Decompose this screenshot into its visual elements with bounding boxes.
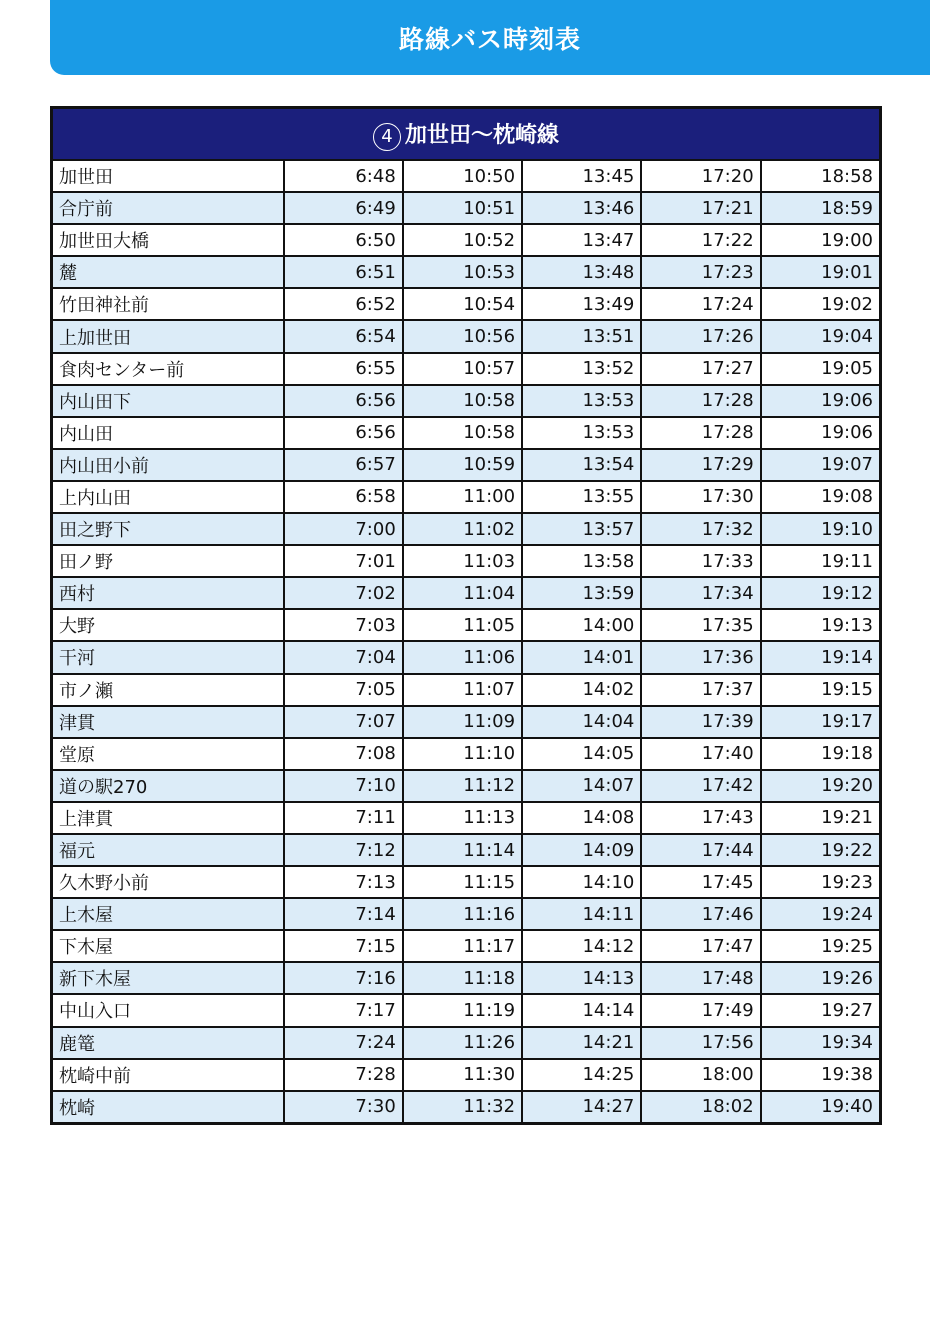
departure-time: 13:55	[522, 481, 641, 513]
departure-time: 7:30	[284, 1091, 403, 1124]
departure-time: 7:11	[284, 802, 403, 834]
departure-time: 10:59	[403, 449, 522, 481]
table-row	[52, 609, 881, 641]
departure-time: 19:24	[761, 898, 881, 930]
table-row	[52, 192, 881, 224]
departure-time: 19:15	[761, 674, 881, 706]
table-row	[52, 898, 881, 930]
departure-time: 17:56	[641, 1027, 760, 1059]
page-header-bar	[50, 0, 930, 75]
departure-time: 10:52	[403, 224, 522, 256]
departure-time: 14:27	[522, 1091, 641, 1124]
departure-time: 14:11	[522, 898, 641, 930]
stop-name: 上木屋	[52, 898, 284, 930]
timetable	[50, 106, 882, 1125]
departure-time: 17:36	[641, 641, 760, 673]
departure-time: 10:58	[403, 417, 522, 449]
departure-time: 14:21	[522, 1027, 641, 1059]
departure-time: 14:25	[522, 1059, 641, 1091]
stop-name: 鹿篭	[52, 1027, 284, 1059]
departure-time: 19:25	[761, 930, 881, 962]
departure-time: 19:38	[761, 1059, 881, 1091]
departure-time: 11:14	[403, 834, 522, 866]
departure-time: 11:00	[403, 481, 522, 513]
page-title: 路線バス時刻表	[398, 24, 581, 54]
departure-time: 19:20	[761, 770, 881, 802]
departure-time: 11:02	[403, 513, 522, 545]
stop-name: 福元	[52, 834, 284, 866]
stop-name: 市ノ瀬	[52, 674, 284, 706]
departure-time: 7:14	[284, 898, 403, 930]
departure-time: 14:09	[522, 834, 641, 866]
departure-time: 6:51	[284, 256, 403, 288]
table-row	[52, 1059, 881, 1091]
departure-time: 14:00	[522, 609, 641, 641]
departure-time: 14:07	[522, 770, 641, 802]
stop-name: 上津貫	[52, 802, 284, 834]
departure-time: 13:53	[522, 417, 641, 449]
departure-time: 11:09	[403, 706, 522, 738]
stop-name: 枕崎中前	[52, 1059, 284, 1091]
table-row	[52, 641, 881, 673]
departure-time: 19:18	[761, 738, 881, 770]
table-row	[52, 417, 881, 449]
table-row	[52, 481, 881, 513]
table-row	[52, 994, 881, 1026]
departure-time: 19:22	[761, 834, 881, 866]
departure-time: 17:33	[641, 545, 760, 577]
departure-time: 17:29	[641, 449, 760, 481]
stop-name: 枕崎	[52, 1091, 284, 1124]
stop-name: 田之野下	[52, 513, 284, 545]
departure-time: 19:21	[761, 802, 881, 834]
departure-time: 7:24	[284, 1027, 403, 1059]
departure-time: 13:49	[522, 288, 641, 320]
departure-time: 14:05	[522, 738, 641, 770]
departure-time: 7:01	[284, 545, 403, 577]
departure-time: 19:13	[761, 609, 881, 641]
table-row	[52, 385, 881, 417]
departure-time: 10:58	[403, 385, 522, 417]
departure-time: 6:56	[284, 385, 403, 417]
departure-time: 13:48	[522, 256, 641, 288]
departure-time: 17:43	[641, 802, 760, 834]
departure-time: 11:10	[403, 738, 522, 770]
departure-time: 13:46	[522, 192, 641, 224]
departure-time: 17:40	[641, 738, 760, 770]
departure-time: 17:27	[641, 353, 760, 385]
departure-time: 17:37	[641, 674, 760, 706]
departure-time: 13:58	[522, 545, 641, 577]
departure-time: 19:26	[761, 962, 881, 994]
table-row	[52, 1027, 881, 1059]
table-row	[52, 449, 881, 481]
table-row	[52, 674, 881, 706]
departure-time: 11:17	[403, 930, 522, 962]
stop-name: 上内山田	[52, 481, 284, 513]
table-row	[52, 256, 881, 288]
departure-time: 7:03	[284, 609, 403, 641]
route-name: 加世田〜枕崎線	[404, 122, 559, 148]
departure-time: 17:22	[641, 224, 760, 256]
departure-time: 13:57	[522, 513, 641, 545]
departure-time: 17:44	[641, 834, 760, 866]
departure-time: 11:30	[403, 1059, 522, 1091]
table-row	[52, 577, 881, 609]
departure-time: 14:08	[522, 802, 641, 834]
table-row	[52, 224, 881, 256]
departure-time: 17:34	[641, 577, 760, 609]
departure-time: 11:07	[403, 674, 522, 706]
table-row	[52, 834, 881, 866]
table-row	[52, 706, 881, 738]
stop-name: 食肉センター前	[52, 353, 284, 385]
departure-time: 19:23	[761, 866, 881, 898]
departure-time: 17:23	[641, 256, 760, 288]
stop-name: 中山入口	[52, 994, 284, 1026]
table-row	[52, 1091, 881, 1124]
table-row	[52, 545, 881, 577]
route-header-row	[52, 108, 881, 161]
departure-time: 14:13	[522, 962, 641, 994]
departure-time: 19:14	[761, 641, 881, 673]
stop-name: 西村	[52, 577, 284, 609]
departure-time: 11:05	[403, 609, 522, 641]
departure-time: 6:56	[284, 417, 403, 449]
departure-time: 6:49	[284, 192, 403, 224]
table-row	[52, 320, 881, 352]
timetable-body	[52, 160, 881, 1123]
departure-time: 13:52	[522, 353, 641, 385]
departure-time: 11:12	[403, 770, 522, 802]
departure-time: 13:47	[522, 224, 641, 256]
departure-time: 19:27	[761, 994, 881, 1026]
stop-name: 加世田大橋	[52, 224, 284, 256]
stop-name: 合庁前	[52, 192, 284, 224]
departure-time: 17:35	[641, 609, 760, 641]
departure-time: 7:16	[284, 962, 403, 994]
departure-time: 19:08	[761, 481, 881, 513]
departure-time: 7:05	[284, 674, 403, 706]
departure-time: 17:49	[641, 994, 760, 1026]
departure-time: 6:50	[284, 224, 403, 256]
departure-time: 19:10	[761, 513, 881, 545]
stop-name: 田ノ野	[52, 545, 284, 577]
departure-time: 11:04	[403, 577, 522, 609]
table-row	[52, 802, 881, 834]
departure-time: 19:06	[761, 417, 881, 449]
table-row	[52, 930, 881, 962]
departure-time: 18:58	[761, 160, 881, 192]
departure-time: 10:54	[403, 288, 522, 320]
departure-time: 10:51	[403, 192, 522, 224]
stop-name: 加世田	[52, 160, 284, 192]
departure-time: 7:12	[284, 834, 403, 866]
departure-time: 11:03	[403, 545, 522, 577]
departure-time: 7:02	[284, 577, 403, 609]
table-row	[52, 160, 881, 192]
departure-time: 19:17	[761, 706, 881, 738]
departure-time: 11:16	[403, 898, 522, 930]
departure-time: 17:46	[641, 898, 760, 930]
route-header	[52, 108, 881, 161]
departure-time: 6:55	[284, 353, 403, 385]
departure-time: 6:48	[284, 160, 403, 192]
departure-time: 17:32	[641, 513, 760, 545]
stop-name: 大野	[52, 609, 284, 641]
departure-time: 17:47	[641, 930, 760, 962]
departure-time: 13:54	[522, 449, 641, 481]
departure-time: 14:12	[522, 930, 641, 962]
stop-name: 内山田小前	[52, 449, 284, 481]
departure-time: 7:04	[284, 641, 403, 673]
departure-time: 11:32	[403, 1091, 522, 1124]
departure-time: 17:20	[641, 160, 760, 192]
stop-name: 道の駅270	[52, 770, 284, 802]
table-row	[52, 513, 881, 545]
departure-time: 19:00	[761, 224, 881, 256]
stop-name: 堂原	[52, 738, 284, 770]
table-row	[52, 866, 881, 898]
departure-time: 6:57	[284, 449, 403, 481]
departure-time: 7:00	[284, 513, 403, 545]
departure-time: 19:02	[761, 288, 881, 320]
table-row	[52, 353, 881, 385]
departure-time: 19:11	[761, 545, 881, 577]
departure-time: 18:00	[641, 1059, 760, 1091]
departure-time: 7:07	[284, 706, 403, 738]
departure-time: 14:14	[522, 994, 641, 1026]
departure-time: 17:48	[641, 962, 760, 994]
departure-time: 17:21	[641, 192, 760, 224]
departure-time: 19:04	[761, 320, 881, 352]
departure-time: 17:45	[641, 866, 760, 898]
departure-time: 10:50	[403, 160, 522, 192]
stop-name: 久木野小前	[52, 866, 284, 898]
departure-time: 11:06	[403, 641, 522, 673]
departure-time: 17:24	[641, 288, 760, 320]
stop-name: 新下木屋	[52, 962, 284, 994]
departure-time: 17:26	[641, 320, 760, 352]
departure-time: 11:26	[403, 1027, 522, 1059]
stop-name: 内山田	[52, 417, 284, 449]
departure-time: 7:08	[284, 738, 403, 770]
departure-time: 14:04	[522, 706, 641, 738]
departure-time: 13:45	[522, 160, 641, 192]
departure-time: 18:59	[761, 192, 881, 224]
departure-time: 7:15	[284, 930, 403, 962]
departure-time: 6:54	[284, 320, 403, 352]
stop-name: 内山田下	[52, 385, 284, 417]
departure-time: 11:18	[403, 962, 522, 994]
departure-time: 19:40	[761, 1091, 881, 1124]
departure-time: 7:10	[284, 770, 403, 802]
departure-time: 13:59	[522, 577, 641, 609]
departure-time: 13:53	[522, 385, 641, 417]
departure-time: 19:06	[761, 385, 881, 417]
departure-time: 14:01	[522, 641, 641, 673]
departure-time: 7:13	[284, 866, 403, 898]
departure-time: 14:02	[522, 674, 641, 706]
route-number-badge: 4	[373, 123, 401, 151]
departure-time: 11:19	[403, 994, 522, 1026]
departure-time: 7:17	[284, 994, 403, 1026]
departure-time: 13:51	[522, 320, 641, 352]
departure-time: 10:57	[403, 353, 522, 385]
departure-time: 19:12	[761, 577, 881, 609]
stop-name: 麓	[52, 256, 284, 288]
departure-time: 19:01	[761, 256, 881, 288]
departure-time: 18:02	[641, 1091, 760, 1124]
stop-name: 干河	[52, 641, 284, 673]
table-row	[52, 288, 881, 320]
departure-time: 10:53	[403, 256, 522, 288]
departure-time: 6:52	[284, 288, 403, 320]
departure-time: 6:58	[284, 481, 403, 513]
departure-time: 17:42	[641, 770, 760, 802]
departure-time: 17:28	[641, 385, 760, 417]
departure-time: 7:28	[284, 1059, 403, 1091]
departure-time: 11:15	[403, 866, 522, 898]
table-row	[52, 962, 881, 994]
departure-time: 11:13	[403, 802, 522, 834]
departure-time: 17:30	[641, 481, 760, 513]
departure-time: 10:56	[403, 320, 522, 352]
departure-time: 19:07	[761, 449, 881, 481]
stop-name: 津貫	[52, 706, 284, 738]
departure-time: 17:28	[641, 417, 760, 449]
stop-name: 上加世田	[52, 320, 284, 352]
table-row	[52, 738, 881, 770]
departure-time: 14:10	[522, 866, 641, 898]
stop-name: 竹田神社前	[52, 288, 284, 320]
departure-time: 19:34	[761, 1027, 881, 1059]
table-row	[52, 770, 881, 802]
departure-time: 19:05	[761, 353, 881, 385]
departure-time: 17:39	[641, 706, 760, 738]
stop-name: 下木屋	[52, 930, 284, 962]
